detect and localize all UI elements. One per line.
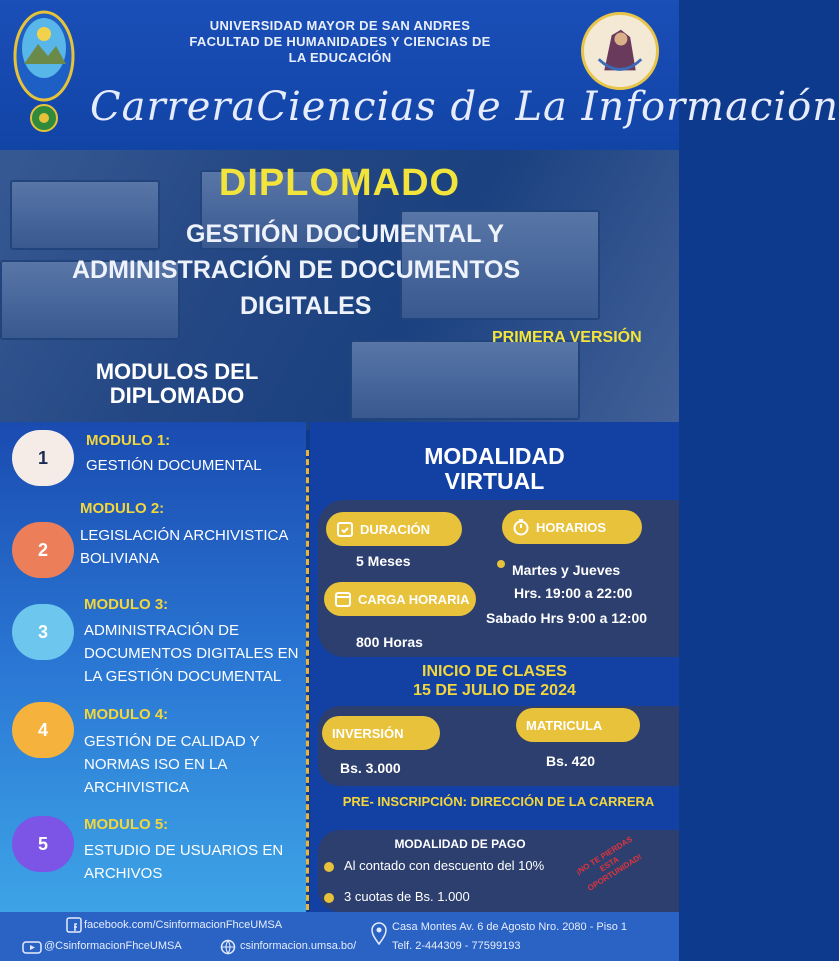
location-pin-icon: [370, 922, 388, 946]
diploma-subtitle-line-1: GESTIÓN DOCUMENTAL Y: [186, 220, 505, 248]
enrollment-pill: [516, 708, 640, 742]
enrollment-value: Bs. 420: [546, 753, 596, 769]
diploma-title: DIPLOMADO: [218, 162, 461, 204]
enrollment-label: MATRICULA: [526, 717, 603, 733]
module-2-badge: 2: [12, 522, 74, 578]
module-1-title: MODULO 1:: [86, 432, 171, 449]
start-date: [310, 662, 679, 700]
calendar-icon: [334, 590, 352, 608]
version-label: PRIMERA VERSIÓN: [492, 329, 642, 346]
module-2-body: LEGISLACIÓN ARCHIVISTICA BOLIVIANA: [80, 527, 288, 567]
university-name: [120, 18, 560, 66]
web-icon: [220, 939, 236, 955]
investment-label: INVERSIÓN: [332, 725, 404, 741]
faculty-line-2: LA EDUCACIÓN: [288, 50, 392, 65]
facebook-icon: [66, 917, 82, 933]
payment-option-2: 3 cuotas de Bs. 1.000: [344, 889, 470, 904]
diploma-subtitle-line-2: ADMINISTRACIÓN DE DOCUMENTOS: [72, 256, 521, 284]
workload-pill: [324, 582, 476, 616]
investment-pill: [322, 716, 440, 750]
duration-pill: [326, 512, 462, 546]
module-2-title: MODULO 2:: [80, 500, 165, 517]
university-line: UNIVERSIDAD MAYOR DE SAN ANDRES: [209, 18, 471, 33]
address-text: Casa Montes Av. 6 de Agosto Nro. 2080 - Piso 1: [392, 921, 628, 933]
duration-label: DURACIÓN: [360, 521, 431, 537]
schedule-line-1: Martes y Jueves: [512, 562, 621, 578]
payment-title: MODALIDAD DE PAGO: [394, 837, 526, 851]
workload-value: 800 Horas: [356, 634, 423, 650]
youtube-icon: [22, 939, 42, 955]
module-3-title: MODULO 3:: [84, 596, 169, 613]
module-3-badge: 3: [12, 604, 74, 660]
youtube-link[interactable]: @CsinformacionFhceUMSA: [44, 940, 182, 952]
footer: [0, 912, 679, 961]
module-1-body: GESTIÓN DOCUMENTAL: [86, 457, 262, 474]
payment-option-1: Al contado con descuento del 10%: [344, 858, 545, 873]
bullet-dot: [497, 560, 505, 568]
header-banner: [0, 0, 839, 150]
faculty-seal-icon: [581, 12, 659, 90]
schedule-label: HORARIOS: [536, 519, 607, 535]
duration-value: 5 Meses: [356, 553, 411, 569]
modality-line-2: VIRTUAL: [444, 468, 545, 494]
calendar-icon: [336, 520, 354, 538]
module-3-body: ADMINISTRACIÓN DE DOCUMENTOS DIGITALES EN LA GESTIÓN DOCUMENTAL: [84, 622, 299, 685]
start-line-2: 15 DE JULIO DE 2024: [413, 682, 576, 699]
module-4-title: MODULO 4:: [84, 706, 169, 723]
phone-text: Telf. 2-444309 - 77599193: [392, 940, 521, 952]
dashed-divider: [306, 450, 309, 910]
bullet-dot: [324, 893, 334, 903]
university-crest-icon: [12, 6, 76, 136]
module-4-badge: 4: [12, 702, 74, 758]
modules-heading-line-1: MODULOS DEL: [95, 359, 259, 384]
stopwatch-icon: [512, 518, 530, 536]
preinscription-note: PRE- INSCRIPCIÓN: DIRECCIÓN DE LA CARRERA: [342, 794, 655, 809]
module-4-body: GESTIÓN DE CALIDAD Y NORMAS ISO EN LA ARCHIVISTICA: [84, 733, 260, 796]
module-5-badge: 5: [12, 816, 74, 872]
workload-label: CARGA HORARIA: [358, 591, 470, 607]
bullet-dot: [324, 862, 334, 872]
modality-heading: [310, 444, 679, 494]
modules-heading: [72, 360, 282, 408]
web-link[interactable]: csinformacion.umsa.bo/: [240, 940, 357, 952]
modules-heading-line-2: DIPLOMADO: [109, 383, 245, 408]
facebook-link[interactable]: facebook.com/CsinformacionFhceUMSA: [84, 919, 283, 931]
module-5-title: MODULO 5:: [84, 816, 169, 833]
schedule-pill: [502, 510, 642, 544]
investment-value: Bs. 3.000: [340, 760, 401, 776]
faculty-line-1: FACULTAD DE HUMANIDADES Y CIENCIAS DE: [189, 34, 491, 49]
modality-line-1: MODALIDAD: [424, 443, 565, 469]
start-line-1: INICIO DE CLASES: [422, 663, 567, 680]
schedule-line-3: Sabado Hrs 9:00 a 12:00: [486, 610, 648, 626]
module-1-badge: 1: [12, 430, 74, 486]
module-5-body: ESTUDIO DE USUARIOS EN ARCHIVOS: [84, 842, 284, 882]
diploma-subtitle-line-3: DIGITALES: [240, 292, 372, 320]
opportunity-stamp: ¡NO TE PIERDAS ESTA OPORTUNIDAD!: [574, 834, 644, 893]
career-name: CarreraCiencias de La Información: [90, 84, 839, 130]
schedule-line-2: Hrs. 19:00 a 22:00: [514, 585, 633, 601]
